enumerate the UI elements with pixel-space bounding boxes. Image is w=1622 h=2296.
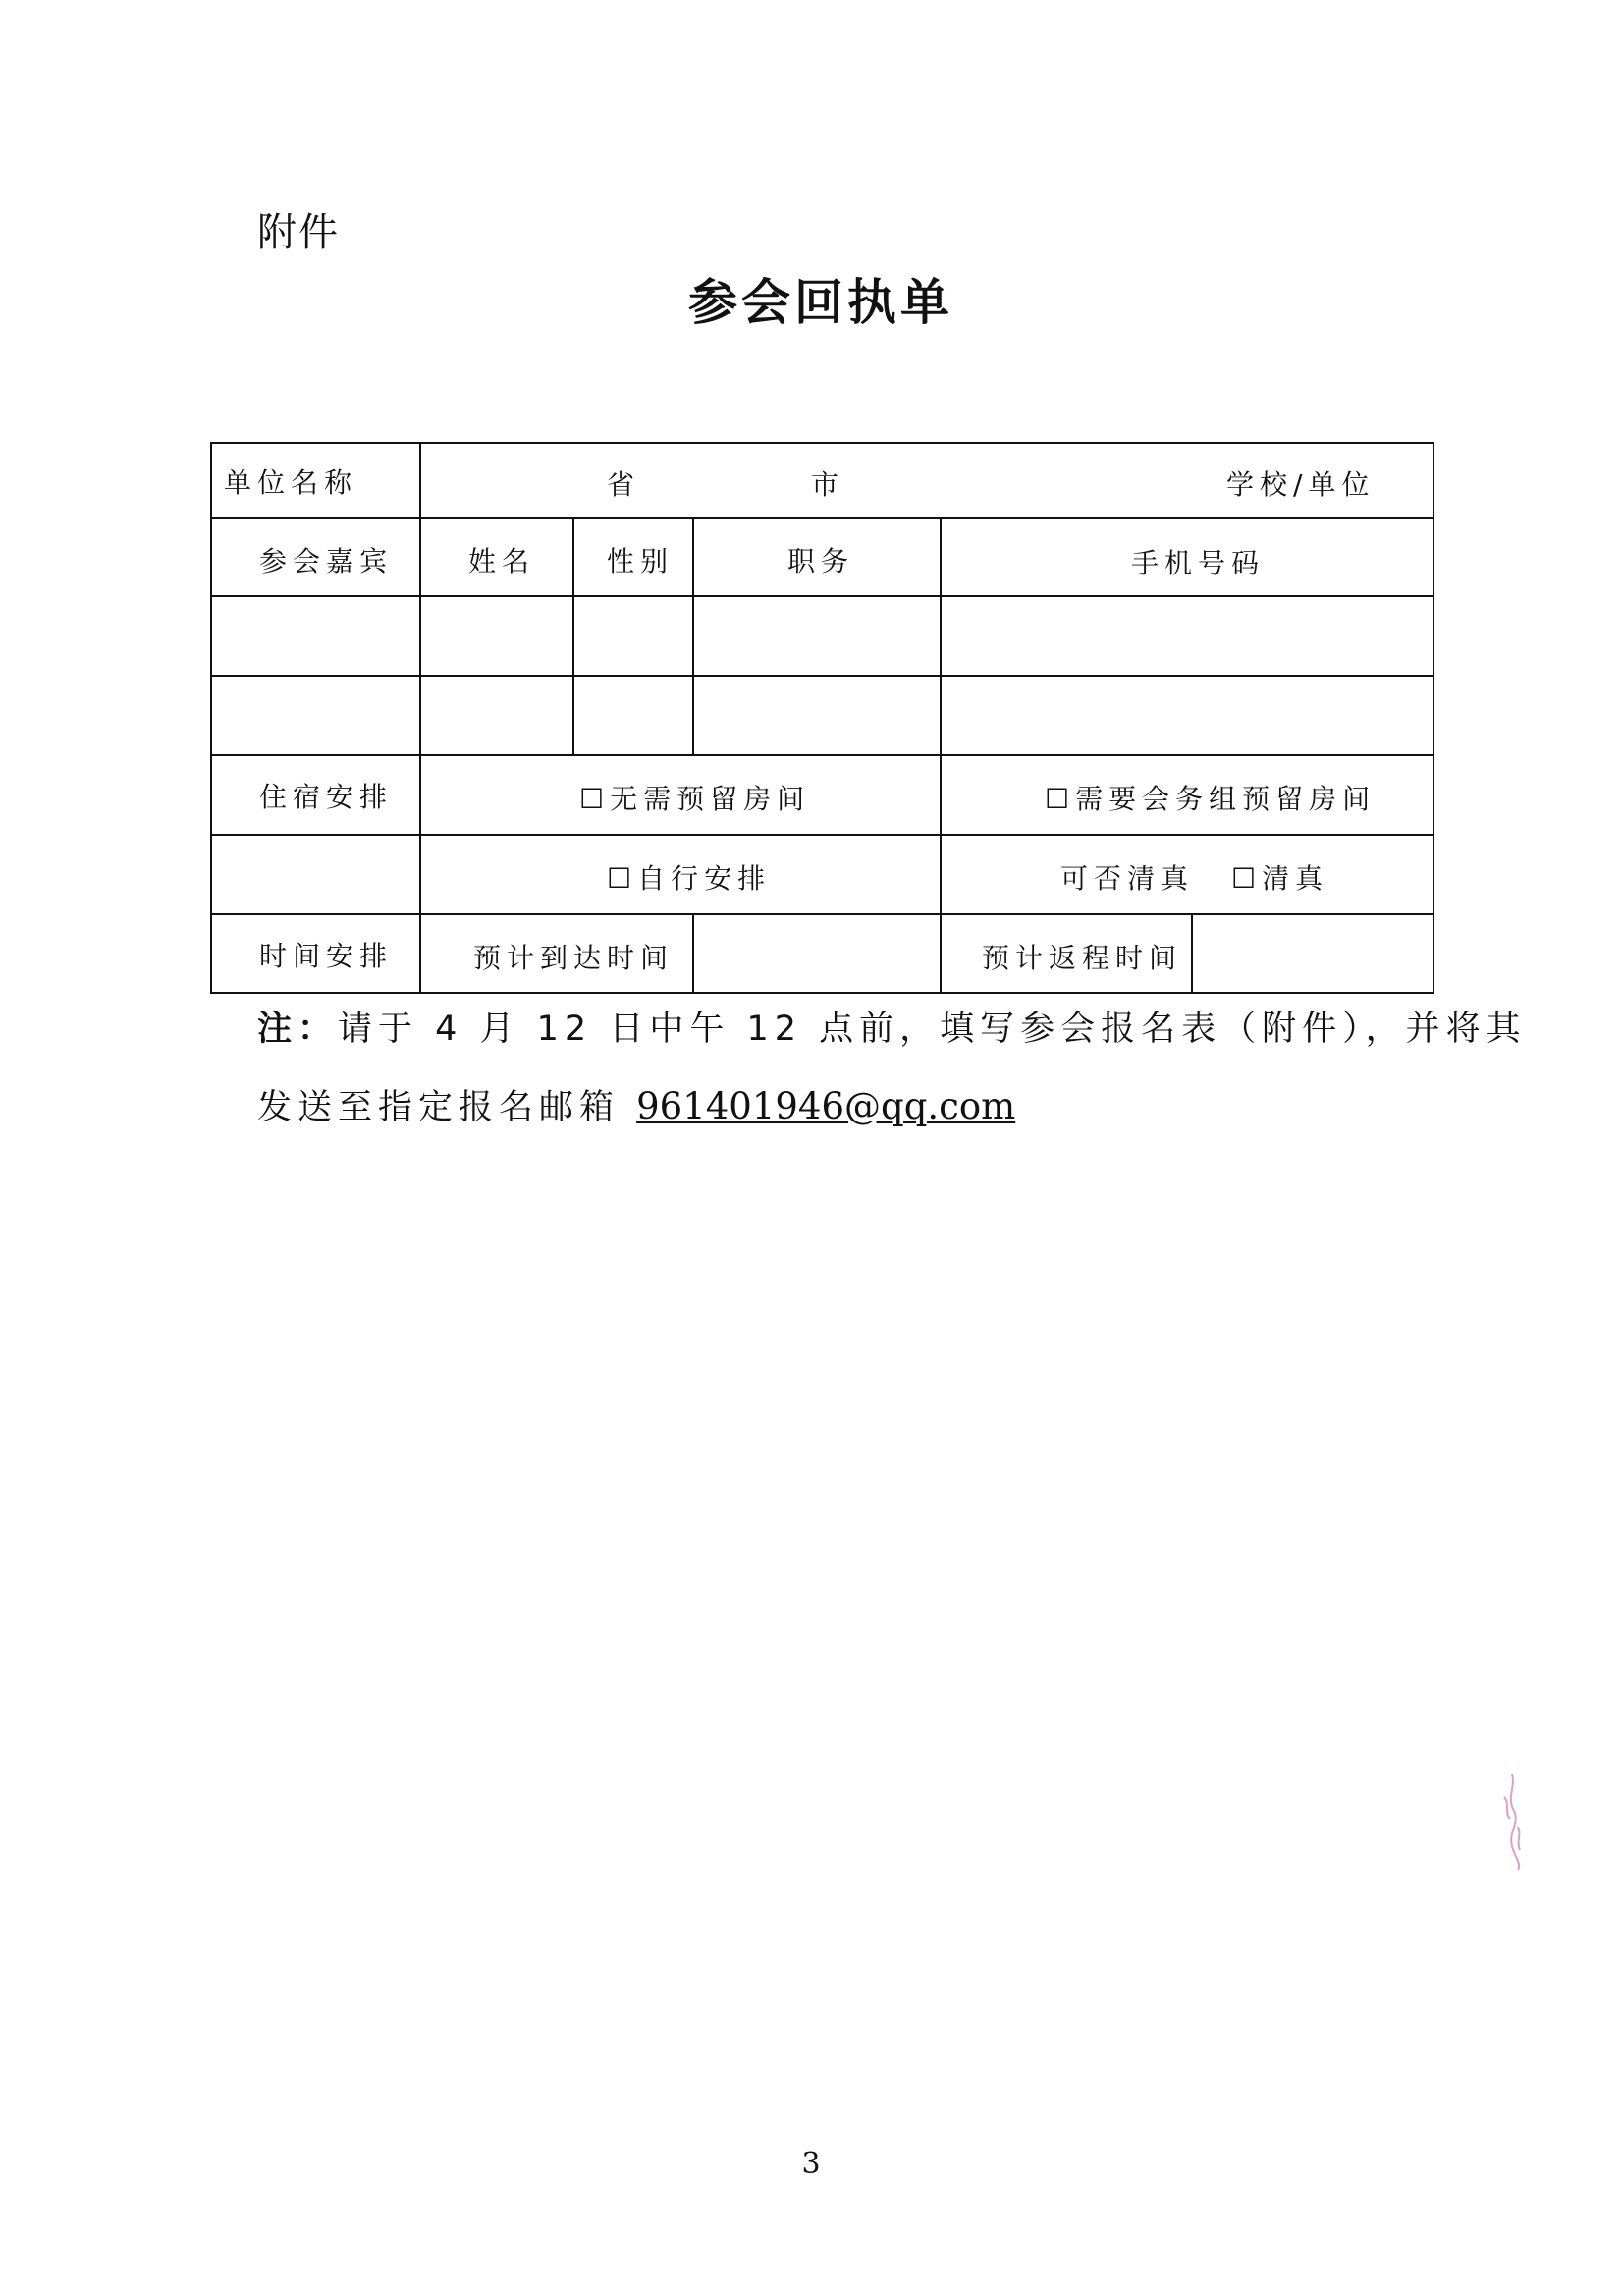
- table-grid-lines: [210, 442, 1434, 994]
- registration-form-table: [210, 442, 1434, 994]
- guest-label: 参会嘉宾: [259, 545, 394, 577]
- stamp-mark: [1483, 1768, 1541, 1876]
- city-label: 市: [811, 468, 845, 501]
- note-text-2: 发送至指定报名邮箱: [257, 1088, 637, 1127]
- self-arrange-option[interactable]: ☐自行安排: [607, 862, 772, 895]
- position-column-header: 职务: [787, 545, 855, 577]
- page-number: 3: [801, 2147, 821, 2181]
- halal-question-label: 可否清真: [1060, 862, 1195, 895]
- school-unit-label: 学校/单位: [1226, 468, 1376, 501]
- name-column-header: 姓名: [468, 545, 536, 577]
- lodging-label: 住宿安排: [259, 781, 394, 813]
- arrival-time-label: 预计到达时间: [473, 942, 675, 974]
- need-room-option[interactable]: ☐需要会务组预留房间: [1045, 783, 1377, 815]
- gender-column-header: 性别: [607, 545, 675, 577]
- registration-email-link[interactable]: 961401946@qq.com: [636, 1085, 1016, 1127]
- attachment-label: 附件: [257, 210, 340, 255]
- no-room-option[interactable]: ☐无需预留房间: [579, 783, 811, 815]
- return-time-label: 预计返程时间: [982, 942, 1183, 974]
- note-label: 注：: [257, 1010, 339, 1049]
- time-label: 时间安排: [259, 940, 394, 972]
- halal-option[interactable]: ☐清真: [1231, 862, 1329, 895]
- note-text-1: 请于 4 月 12 日中午 12 点前，填写参会报名表（附件），并将其: [338, 1010, 1527, 1049]
- note-line-2: [257, 1080, 1015, 1129]
- note-line-1: [257, 1002, 1527, 1051]
- province-label: 省: [607, 468, 641, 501]
- unit-name-label: 单位名称: [224, 466, 358, 499]
- document-title: 参会回执单: [688, 274, 953, 331]
- phone-column-header: 手机号码: [1131, 547, 1266, 579]
